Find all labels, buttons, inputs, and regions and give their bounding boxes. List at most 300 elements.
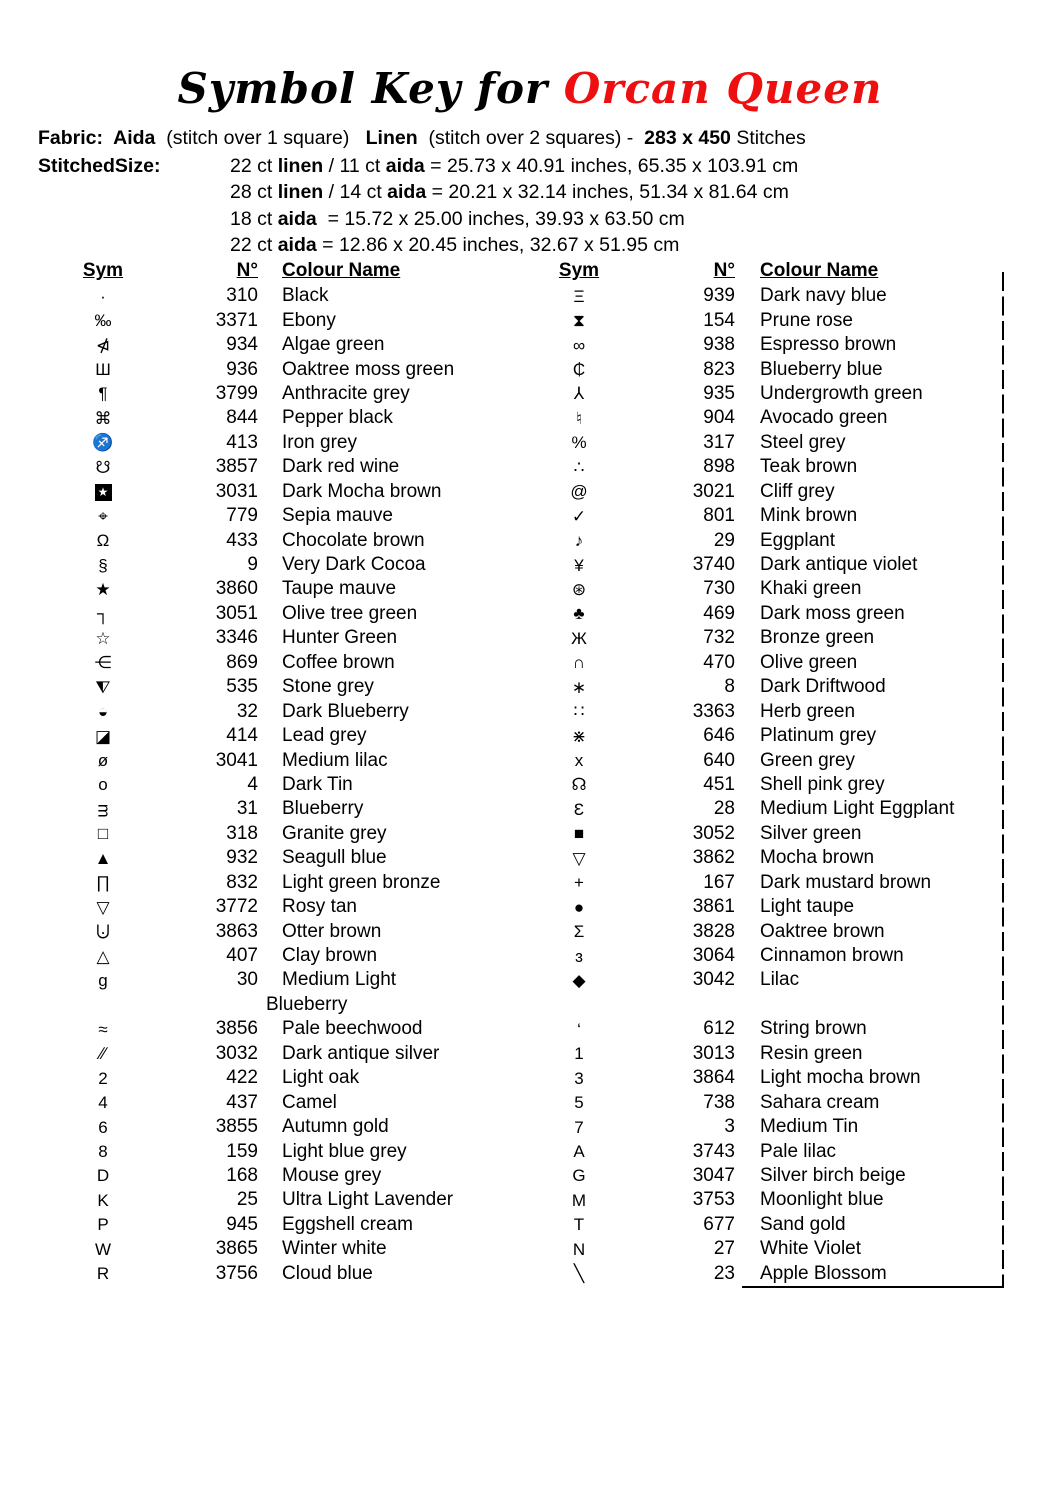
- colour-name-cell: Blueberry: [282, 798, 364, 820]
- symbol-cell: ∴: [573, 457, 585, 477]
- number-cell: 3047: [692, 1164, 735, 1186]
- colour-name-cell: Mouse grey: [282, 1164, 382, 1186]
- symbol-cell: ♪: [574, 531, 584, 551]
- number-cell: 646: [703, 725, 735, 747]
- number-cell: 932: [226, 847, 258, 869]
- table-row: [555, 308, 1003, 332]
- colour-name-cell: Rosy tan: [282, 896, 357, 918]
- symbol-cell: ¥: [574, 555, 584, 575]
- table-row: [555, 675, 1003, 699]
- colour-name-cell: Eggplant: [760, 529, 836, 551]
- colour-name-cell: Undergrowth green: [760, 382, 923, 404]
- number-cell: 3753: [692, 1189, 735, 1211]
- table-row: [555, 602, 1003, 626]
- key-column-right: [555, 258, 1003, 1286]
- number-cell: 3: [724, 1116, 735, 1138]
- colour-name-cell: Medium Light: [282, 969, 397, 991]
- colour-name-cell: Blueberry: [266, 993, 348, 1015]
- symbol-cell: A: [573, 1142, 585, 1162]
- number-cell: 934: [226, 334, 258, 356]
- table-row: [555, 895, 1003, 919]
- symbol-cell: K: [97, 1190, 109, 1210]
- stitched-size-line: [230, 181, 798, 207]
- number-cell: 310: [226, 285, 258, 307]
- colour-name-cell: Sand gold: [760, 1213, 846, 1235]
- text-segment: (stitch over 2 squares) -: [417, 127, 645, 149]
- number-cell: 3856: [215, 1018, 258, 1040]
- header-colour-name: Colour Name: [282, 259, 401, 281]
- stitched-size-line: [230, 234, 798, 260]
- table-row: [555, 822, 1003, 846]
- symbol-cell: W: [94, 1239, 112, 1259]
- number-cell: 3051: [215, 602, 258, 624]
- colour-name-cell: Otter brown: [282, 920, 382, 942]
- number-cell: 470: [703, 651, 735, 673]
- symbol-cell: ∷: [573, 702, 585, 722]
- colour-name-cell: Clay brown: [282, 945, 378, 967]
- table-row: [78, 651, 508, 675]
- colour-name-cell: Anthracite grey: [282, 382, 410, 404]
- number-cell: 869: [226, 651, 258, 673]
- colour-name-cell: Very Dark Cocoa: [282, 554, 426, 576]
- number-cell: 414: [226, 725, 258, 747]
- number-cell: 437: [226, 1091, 258, 1113]
- number-cell: 3064: [692, 945, 735, 967]
- table-row: [78, 1042, 508, 1066]
- table-row: [555, 1017, 1003, 1041]
- number-cell: 3855: [215, 1116, 258, 1138]
- number-cell: 167: [703, 871, 735, 893]
- colour-name-cell: Light mocha brown: [760, 1067, 921, 1089]
- number-cell: 3861: [692, 896, 735, 918]
- number-cell: 677: [703, 1213, 735, 1235]
- number-cell: 779: [226, 505, 258, 527]
- text-segment: 28 ct: [230, 181, 278, 204]
- symbol-cell: §: [98, 555, 108, 575]
- colour-name-cell: Green grey: [760, 749, 856, 771]
- table-row: [555, 406, 1003, 430]
- table-row: [78, 895, 508, 919]
- text-segment: = 20.21 x 32.14 inches, 51.34 x 81.64 cm: [426, 181, 789, 204]
- symbol-cell: ᴟ: [97, 799, 109, 819]
- symbol-cell: ∩: [572, 653, 586, 673]
- header-sym: Sym: [558, 260, 600, 281]
- table-row: [78, 577, 508, 601]
- colour-name-cell: Resin green: [760, 1042, 863, 1064]
- number-cell: 3772: [215, 896, 258, 918]
- symbol-cell: Ɛ: [573, 799, 585, 819]
- colour-name-cell: Lead grey: [282, 725, 367, 747]
- colour-name-cell: Teak brown: [760, 456, 858, 478]
- number-cell: 732: [703, 627, 735, 649]
- table-row: [555, 919, 1003, 943]
- colour-name-cell: Hunter Green: [282, 627, 398, 649]
- colour-name-cell: Dark antique violet: [760, 554, 918, 576]
- text-segment: / 14 ct: [323, 181, 388, 204]
- text-segment: linen: [277, 155, 324, 177]
- colour-name-cell: Medium lilac: [282, 749, 388, 771]
- colour-name-cell: Silver green: [760, 822, 862, 844]
- table-row: [555, 797, 1003, 821]
- symbol-cell: ┐: [96, 604, 110, 624]
- text-segment: (stitch over 1 square): [155, 127, 366, 149]
- number-cell: 898: [703, 456, 735, 478]
- table-row: [555, 1237, 1003, 1261]
- number-cell: 3041: [215, 749, 258, 771]
- table-row: [555, 699, 1003, 723]
- table-row: [78, 284, 508, 308]
- colour-name-cell: Blueberry blue: [760, 358, 883, 380]
- table-row: [78, 871, 508, 895]
- symbol-cell: D: [96, 1166, 110, 1186]
- table-row: [78, 553, 508, 577]
- symbol-cell: T: [573, 1215, 585, 1235]
- colour-name-cell: Ultra Light Lavender: [282, 1189, 454, 1211]
- table-row: [78, 1164, 508, 1188]
- symbol-cell: ♣: [573, 604, 585, 624]
- colour-name-cell: Taupe mauve: [282, 578, 397, 600]
- symbol-cell: o: [98, 775, 108, 795]
- table-row: [78, 431, 508, 455]
- number-cell: 904: [703, 407, 735, 429]
- rows-left: [78, 284, 508, 1286]
- symbol-cell: ◆: [572, 970, 586, 990]
- symbol-cell: ▽: [96, 897, 110, 917]
- symbol-cell: Ш: [95, 360, 111, 380]
- symbol-cell: ø: [97, 751, 109, 771]
- colour-name-cell: Shell pink grey: [760, 773, 885, 795]
- text-segment: Linen: [365, 127, 418, 149]
- number-cell: 3828: [692, 920, 735, 942]
- colour-name-cell: Medium Light Eggplant: [760, 798, 955, 820]
- table-row: [555, 871, 1003, 895]
- number-cell: 832: [226, 871, 258, 893]
- number-cell: 945: [226, 1213, 258, 1235]
- symbol-cell: ‘: [577, 1019, 581, 1039]
- symbol-cell: ₵: [572, 360, 586, 380]
- number-cell: 27: [713, 1238, 735, 1260]
- colour-name-cell: Dark Tin: [282, 773, 353, 795]
- inverse-star-symbol: ★: [95, 484, 112, 501]
- table-row: [555, 528, 1003, 552]
- number-cell: 3865: [215, 1238, 258, 1260]
- symbol-cell: ◒: [97, 702, 109, 722]
- table-row: [78, 1139, 508, 1163]
- text-segment: aida: [387, 181, 427, 204]
- colour-name-cell: Bronze green: [760, 627, 875, 649]
- symbol-cell: 7: [574, 1117, 584, 1137]
- table-row: [555, 846, 1003, 870]
- table-row: [555, 1262, 1003, 1286]
- symbol-cell: +: [574, 873, 584, 893]
- number-cell: 3031: [215, 480, 258, 502]
- table-bottom-border: [742, 1286, 1004, 1288]
- number-cell: 3860: [215, 578, 258, 600]
- symbol-cell: ╲: [573, 1264, 585, 1284]
- table-row: [555, 553, 1003, 577]
- number-cell: 25: [236, 1189, 258, 1211]
- table-row: [78, 919, 508, 943]
- colour-name-cell: Olive tree green: [282, 602, 418, 624]
- colour-name-cell: Ebony: [282, 309, 336, 331]
- table-row: [555, 993, 1003, 1017]
- symbol-cell: ■: [573, 824, 585, 844]
- table-row: [78, 455, 508, 479]
- colour-name-cell: Dark antique silver: [282, 1042, 440, 1064]
- number-cell: 823: [703, 358, 735, 380]
- colour-name-cell: Cinnamon brown: [760, 945, 904, 967]
- table-row: [555, 626, 1003, 650]
- table-row: [78, 1066, 508, 1090]
- colour-name-cell: Sahara cream: [760, 1091, 880, 1113]
- symbol-cell: ⋪: [95, 335, 111, 355]
- table-row: [78, 528, 508, 552]
- colour-name-cell: Light oak: [282, 1067, 360, 1089]
- table-row: [555, 431, 1003, 455]
- table-row: [78, 846, 508, 870]
- colour-name-cell: Pepper black: [282, 407, 393, 429]
- colour-name-cell: Cliff grey: [760, 480, 835, 502]
- text-segment: Fabric: Aida: [38, 127, 156, 149]
- number-cell: 23: [713, 1262, 735, 1284]
- text-segment: 22 ct: [230, 233, 278, 256]
- symbol-cell: △: [96, 946, 110, 966]
- table-row: [78, 382, 508, 406]
- colour-name-cell: Dark Mocha brown: [282, 480, 442, 502]
- table-row: [78, 357, 508, 381]
- number-cell: 154: [703, 309, 735, 331]
- text-segment: / 11 ct: [323, 155, 386, 177]
- table-row: [78, 1237, 508, 1261]
- symbol-cell: ∞: [572, 335, 586, 355]
- symbol-cell: ∕∕: [100, 1044, 106, 1064]
- page-title: [0, 64, 1060, 113]
- text-segment: 283 x 450: [644, 127, 731, 149]
- colour-name-cell: White Violet: [760, 1238, 862, 1260]
- number-cell: 640: [703, 749, 735, 771]
- colour-name-cell: Khaki green: [760, 578, 862, 600]
- text-segment: aida: [277, 207, 317, 230]
- colour-name-cell: Olive green: [760, 651, 858, 673]
- stitched-size-lines: [230, 155, 798, 260]
- table-row: [78, 822, 508, 846]
- table-row: [78, 748, 508, 772]
- colour-name-cell: Silver birch beige: [760, 1164, 906, 1186]
- colour-name-cell: Black: [282, 285, 329, 307]
- table-row: [555, 968, 1003, 992]
- colour-name-cell: Herb green: [760, 700, 856, 722]
- table-row: [555, 1188, 1003, 1212]
- symbol-cell: 4: [98, 1093, 108, 1113]
- colour-name-cell: Moonlight blue: [760, 1189, 884, 1211]
- symbol-cell: ≈: [98, 1019, 108, 1039]
- table-row: [555, 773, 1003, 797]
- number-cell: 3756: [215, 1262, 258, 1284]
- table-row: [555, 577, 1003, 601]
- symbol-cell: @: [570, 482, 588, 502]
- symbol-cell: 6: [98, 1117, 108, 1137]
- number-cell: 433: [226, 529, 258, 551]
- table-row: [78, 724, 508, 748]
- colour-name-cell: Light green bronze: [282, 871, 441, 893]
- table-row: [555, 504, 1003, 528]
- colour-name-cell: Dark moss green: [760, 602, 905, 624]
- colour-name-cell: Light taupe: [760, 896, 855, 918]
- colour-name-cell: Sepia mauve: [282, 505, 393, 527]
- symbol-cell: P: [97, 1215, 109, 1235]
- header-sym: Sym: [82, 260, 124, 281]
- number-cell: 3052: [692, 822, 735, 844]
- symbol-cell: ●: [573, 897, 585, 917]
- number-cell: 407: [226, 945, 258, 967]
- symbol-cell: ·: [100, 286, 106, 306]
- column-header: [555, 258, 1003, 283]
- colour-name-cell: String brown: [760, 1018, 867, 1040]
- number-cell: 3863: [215, 920, 258, 942]
- symbol-cell: [78, 483, 128, 501]
- table-right-border: [1002, 272, 1004, 1288]
- number-cell: 3799: [215, 382, 258, 404]
- table-row: [78, 944, 508, 968]
- table-row: [78, 1188, 508, 1212]
- number-cell: 801: [703, 505, 735, 527]
- symbol-cell: 2: [98, 1068, 108, 1088]
- colour-name-cell: Camel: [282, 1091, 337, 1113]
- symbol-cell: Ω: [96, 531, 110, 551]
- symbol-cell: ⋇: [571, 726, 587, 746]
- symbol-cell: Σ: [573, 922, 585, 942]
- number-cell: 317: [703, 431, 735, 453]
- colour-name-cell: Coffee brown: [282, 651, 395, 673]
- rows-right: [555, 284, 1003, 1286]
- table-row: [555, 944, 1003, 968]
- symbol-cell: x: [574, 751, 584, 771]
- colour-name-cell: Pale beechwood: [282, 1018, 423, 1040]
- stitched-size-line: [230, 208, 798, 234]
- colour-name-cell: Avocado green: [760, 407, 888, 429]
- text-segment: aida: [385, 155, 425, 177]
- number-cell: 935: [703, 382, 735, 404]
- number-cell: 730: [703, 578, 735, 600]
- table-row: [555, 1066, 1003, 1090]
- table-row: [78, 1017, 508, 1041]
- number-cell: 469: [703, 602, 735, 624]
- symbol-cell: ∏: [96, 873, 110, 893]
- text-segment: = 12.86 x 20.45 inches, 32.67 x 51.95 cm: [316, 233, 680, 256]
- table-row: [555, 1164, 1003, 1188]
- symbol-cell: ∗: [571, 677, 587, 697]
- colour-name-cell: Dark navy blue: [760, 285, 887, 307]
- colour-name-cell: Mink brown: [760, 505, 858, 527]
- colour-name-cell: Light blue grey: [282, 1140, 407, 1162]
- symbol-cell: ★: [95, 579, 111, 599]
- symbol-cell: 5: [574, 1093, 584, 1113]
- number-cell: 9: [247, 554, 258, 576]
- colour-name-cell: Algae green: [282, 334, 385, 356]
- number-cell: 3862: [692, 847, 735, 869]
- colour-name-cell: Dark red wine: [282, 456, 400, 478]
- symbol-cell: %: [571, 433, 587, 453]
- colour-name-cell: Seagull blue: [282, 847, 387, 869]
- colour-name-cell: Winter white: [282, 1238, 387, 1260]
- colour-name-cell: Autumn gold: [282, 1116, 389, 1138]
- number-cell: 3743: [692, 1140, 735, 1162]
- header-number: N°: [713, 259, 735, 281]
- table-row: [78, 773, 508, 797]
- symbol-cell: ⅄: [573, 384, 585, 404]
- symbol-cell: ⌘: [94, 408, 112, 428]
- table-row: [78, 968, 508, 992]
- table-row: [555, 1139, 1003, 1163]
- fabric-info-line: [38, 127, 806, 150]
- symbol-cell: ⌖: [98, 506, 108, 526]
- header-colour-name: Colour Name: [760, 259, 879, 281]
- number-cell: 936: [226, 358, 258, 380]
- number-cell: 413: [226, 431, 258, 453]
- number-cell: 3363: [692, 700, 735, 722]
- number-cell: 3371: [215, 309, 258, 331]
- number-cell: 422: [226, 1067, 258, 1089]
- table-row: [78, 406, 508, 430]
- colour-name-cell: Dark Driftwood: [760, 676, 886, 698]
- text-segment: linen: [277, 181, 324, 204]
- column-header: [78, 258, 508, 283]
- symbol-cell: ♐: [92, 433, 114, 453]
- colour-name-cell: Medium Tin: [760, 1116, 859, 1138]
- colour-name-cell: Dark Blueberry: [282, 700, 409, 722]
- table-row: [555, 333, 1003, 357]
- text-segment: 18 ct: [230, 207, 278, 230]
- symbol-cell: □: [97, 824, 109, 844]
- text-segment: Stitches: [730, 127, 806, 149]
- number-cell: 612: [703, 1018, 735, 1040]
- table-row: [555, 284, 1003, 308]
- number-cell: 738: [703, 1091, 735, 1113]
- table-row: [78, 504, 508, 528]
- symbol-cell: ⊛: [571, 579, 587, 599]
- colour-name-cell: Prune rose: [760, 309, 853, 331]
- colour-name-cell: Pale lilac: [760, 1140, 837, 1162]
- table-row: [555, 480, 1003, 504]
- symbol-cell: ⋲: [94, 653, 112, 673]
- symbol-cell: ⧗: [573, 311, 585, 331]
- colour-name-cell: Oaktree brown: [760, 920, 885, 942]
- table-row: [78, 1262, 508, 1286]
- symbol-cell: g: [98, 970, 108, 990]
- colour-name-cell: Granite grey: [282, 822, 387, 844]
- colour-name-cell: Cloud blue: [282, 1262, 373, 1284]
- table-row: [555, 1090, 1003, 1114]
- stitched-size-label: StitchedSize:: [38, 155, 161, 177]
- symbol-cell: Ξ: [573, 286, 585, 306]
- stitched-size-line: [230, 155, 798, 181]
- symbol-cell: ¶: [98, 384, 108, 404]
- number-cell: 938: [703, 334, 735, 356]
- symbol-cell: ▲: [94, 848, 112, 868]
- symbol-cell: ‰: [94, 311, 112, 331]
- number-cell: 535: [226, 676, 258, 698]
- colour-name-cell: Platinum grey: [760, 725, 877, 747]
- number-cell: 3013: [692, 1042, 735, 1064]
- symbol-cell: ⧨: [95, 677, 111, 697]
- text-segment: = 15.72 x 25.00 inches, 39.93 x 63.50 cm: [316, 207, 685, 230]
- table-row: [78, 308, 508, 332]
- number-cell: 30: [236, 969, 258, 991]
- table-row: [78, 1090, 508, 1114]
- header-number: N°: [236, 259, 258, 281]
- symbol-cell: ♮: [575, 408, 583, 428]
- table-row: [78, 797, 508, 821]
